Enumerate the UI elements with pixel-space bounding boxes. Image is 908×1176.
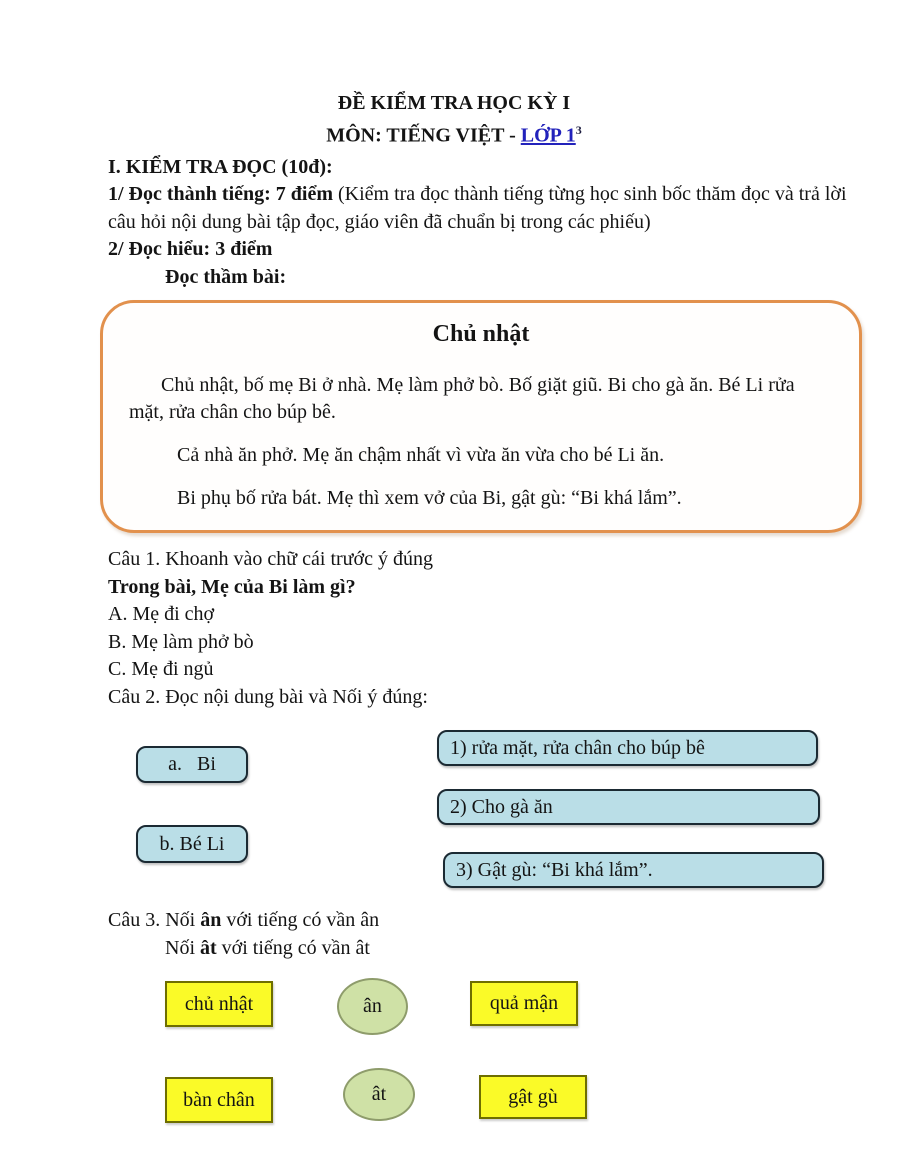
grade-link[interactable]: LỚP 1: [520, 124, 576, 147]
exam-title: ĐỀ KIỂM TRA HỌC KỲ I: [337, 92, 571, 114]
match-option-1: 1) rửa mặt, rửa chân cho búp bê: [437, 730, 818, 766]
word-card-gat-gu: gật gù: [479, 1075, 587, 1119]
question3-prompt-line2: [165, 935, 848, 963]
question3-line1-suffix: với tiếng có vần ân: [221, 909, 380, 932]
reading-part1-label: 1/ Đọc thành tiếng: 7 điểm: [108, 183, 333, 206]
reading-passage-box: [100, 300, 862, 533]
question1-prompt: Câu 1. Khoanh vào chữ cái trước ý đúng: [108, 548, 433, 571]
question1-option-a: A. Mẹ đi chợ: [108, 603, 215, 626]
subject-line: [0, 117, 908, 150]
match-option-3: 3) Gật gù: “Bi khá lắm”.: [443, 852, 824, 888]
passage-paragraph: Chủ nhật, bố mẹ Bi ở nhà. Mẹ làm phở bò. Bố giặt giũ. Bi cho gà ăn. Bé Li rửa mặt, rửa chân cho búp bê.: [129, 374, 795, 424]
passage-paragraph: Bi phụ bố rửa bát. Mẹ thì xem vở của Bi, gật gù: “Bi khá lắm”.: [177, 487, 682, 510]
question3-connect-area: [0, 962, 908, 1176]
reading-part2-label: 2/ Đọc hiểu: 3 điểm: [108, 238, 273, 261]
section-heading: I. KIỂM TRA ĐỌC (10đ):: [108, 155, 333, 178]
passage-title: Chủ nhật: [432, 321, 530, 348]
match-item-a: a. Bi: [136, 746, 248, 783]
document-header: [0, 90, 908, 150]
question3-line2-prefix: Nối: [165, 936, 200, 959]
word-card-qua-man: quả mận: [470, 981, 578, 1026]
question1-option-b: B. Mẹ làm phở bò: [108, 630, 254, 653]
question3-line2-vowel: ât: [200, 936, 217, 959]
subject-label: MÔN: TIẾNG VIỆT -: [326, 124, 521, 147]
question3-block: [108, 907, 848, 962]
vowel-oval-at: ât: [343, 1068, 415, 1121]
passage-paragraph: Cả nhà ăn phở. Mẹ ăn chậm nhất vì vừa ăn vừa cho bé Li ăn.: [177, 444, 665, 467]
word-card-ban-chan: bàn chân: [165, 1077, 273, 1123]
match-item-b: b. Bé Li: [136, 825, 248, 863]
question3-line2-suffix: với tiếng có vần ât: [216, 936, 370, 959]
vowel-oval-an: ân: [337, 978, 408, 1035]
question1-block: [108, 546, 848, 711]
read-silently-label: Đọc thầm bài:: [165, 265, 287, 288]
word-card-chu-nhat: chủ nhật: [165, 981, 273, 1027]
question3-line1-vowel: ân: [200, 909, 222, 932]
question2-matching-area: [0, 711, 908, 907]
reading-part1-note: (Kiểm tra đọc thành tiếng từng học sinh bốc thăm đọc và trả lời câu hỏi nội dung bài tập đọc, giáo viên đã chuẩn bị trong các phiếu): [108, 183, 847, 233]
question2-prompt: Câu 2. Đọc nội dung bài và Nối ý đúng:: [108, 685, 428, 708]
reading-test-intro: [108, 154, 848, 292]
question1-text: Trong bài, Mẹ của Bi làm gì?: [108, 575, 356, 598]
question3-prompt-line1: [108, 907, 848, 935]
question3-line1-prefix: Câu 3. Nối: [108, 909, 201, 932]
grade-superscript: 3: [575, 123, 582, 137]
match-option-2: 2) Cho gà ăn: [437, 789, 820, 825]
reading-part1: [108, 181, 848, 236]
question1-option-c: C. Mẹ đi ngủ: [108, 658, 214, 681]
